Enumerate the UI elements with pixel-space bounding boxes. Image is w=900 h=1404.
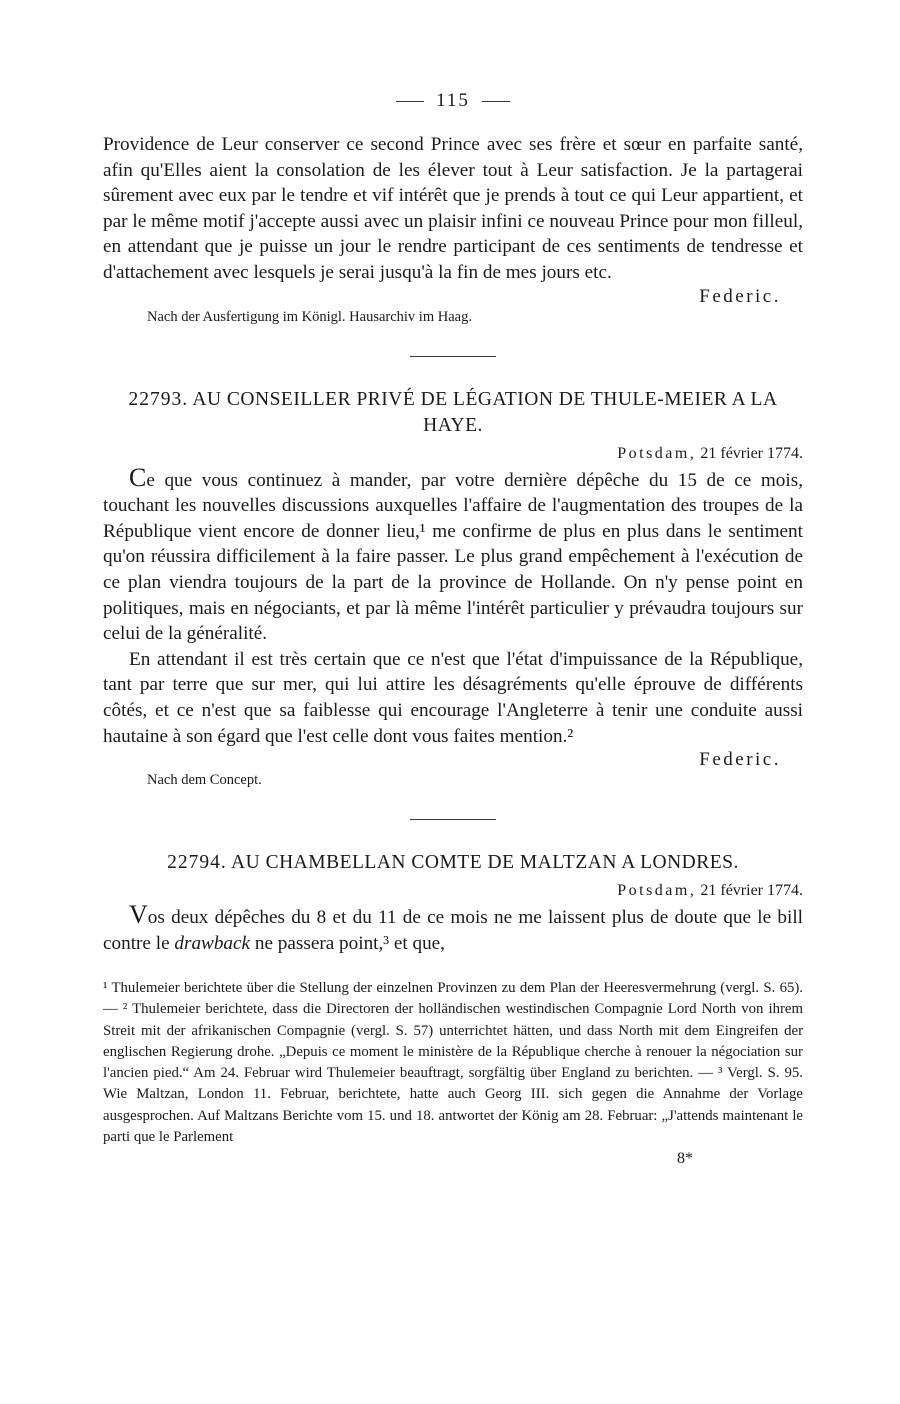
doc2-place: Potsdam, <box>617 444 697 462</box>
page-number: 115 <box>436 90 470 111</box>
doc2-paragraph-2: En attendant il est très certain que ce n'est que l'état d'impuissance de la République, tant par terre que sur mer, qui lui attire les désagréments qu'elle éprouve de différents côtés, et ce n'est que sa faiblesse qui encourage l'Angleterre à tenir une conduite aussi hautaine à son égard que l'est celle dont vous faites mention.² <box>103 648 803 747</box>
header-dash-right <box>482 101 510 102</box>
doc2-source: Nach dem Concept. <box>147 772 262 789</box>
doc2-heading <box>103 387 803 439</box>
doc3-title: AU CHAMBELLAN COMTE DE MALTZAN A LONDRES. <box>231 852 739 874</box>
doc1-paragraph: Providence de Leur conserver ce second Prince avec ses frère et sœur en parfaite santé, afin qu'Elles aient la consolation de les élever tout à Leur satisfaction. Je la partagerai sûrement avec eux par le tendre et vif intérêt que je prends à tout ce qui Leur appartient, et par le même motif j'accepte aussi avec un plaisir infini ce nouveau Prince pour mon filleul, en attendant que je puisse un jour le rendre participant de ces sentiments de tendresse et d'attachement avec lesquels je serai jusqu'à la fin de mes jours etc. <box>103 134 803 283</box>
signature-mark: 8* <box>677 1149 693 1167</box>
doc2-title: AU CONSEILLER PRIVÉ DE LÉGATION DE THULE-MEIER A LA HAYE. <box>192 388 778 436</box>
document-page <box>103 90 803 1168</box>
section-divider <box>410 356 496 357</box>
doc2-number: 22793. <box>128 388 189 410</box>
doc2-place-date <box>103 445 803 463</box>
doc3-paragraph-italic: drawback <box>174 932 251 954</box>
doc3-place: Potsdam, <box>617 882 697 900</box>
doc3-date: 21 février 1774. <box>700 882 803 900</box>
header-dash-left <box>396 101 424 102</box>
doc1-source: Nach der Ausfertigung im Königl. Hausarchiv im Haag. <box>147 308 472 325</box>
doc3-place-date <box>103 882 803 900</box>
footnotes: ¹ Thulemeier berichtete über die Stellung der einzelnen Provinzen zu dem Plan der Heeresvermehrung (vergl. S. 65). — ² Thulemeier berichtete, dass die Directoren der holländischen westindischen Compagnie Lord North von ihrem Streit mit der afrikanischen Compagnie (vergl. S. 57) unterrichtet hätten, und dass North mit dem Eingreifen der englischen Regierung drohe. „Depuis ce moment le ministère de la République cherche à renouer la négociation sur l'ancien pied.“ Am 24. Februar wird Thulemeier beauftragt, sorgfältig über England zu berichten. — ³ Vergl. S. 95. Wie Maltzan, London 11. Februar, berichtete, hatte auch Georg III. sich gegen die Annahme der Vorlage ausgesprochen. Auf Maltzans Berichte vom 15. und 18. antwortet der König am 28. Februar: „J'attends maintenant le parti que le Parlement <box>103 980 803 1145</box>
doc3-number: 22794. <box>167 852 227 874</box>
doc3-paragraph-end: ne passera point,³ et que, <box>254 932 445 954</box>
doc3-paragraph <box>103 902 803 956</box>
doc3-heading <box>103 850 803 876</box>
doc2-date: 21 février 1774. <box>700 444 803 462</box>
doc1-signature: Federic. <box>699 285 781 307</box>
doc2-signature: Federic. <box>699 749 781 771</box>
section-divider <box>410 819 496 820</box>
doc3-paragraph-start: Vos deux dépêches du 8 et du 11 de ce mois ne me laissent plus de doute que le bill contre le <box>103 900 803 954</box>
page-header <box>103 90 803 112</box>
doc2-paragraph-1: Ce que vous continuez à mander, par votre dernière dépêche du 15 de ce mois, touchant les nouvelles discussions auxquelles l'affaire de l'augmentation des troupes de la République vient encore de donner lieu,¹ me confirme de plus en plus dans le sentiment qu'on réussira difficilement à la faire passer. Le plus grand empêchement à l'exécution de ce plan viendra toujours de la part de la province de Hollande. On n'y pense point en politiques, mais en négociants, et par là même l'intérêt particulier y prévaudra toujours sur celui de la généralité. <box>103 462 803 645</box>
